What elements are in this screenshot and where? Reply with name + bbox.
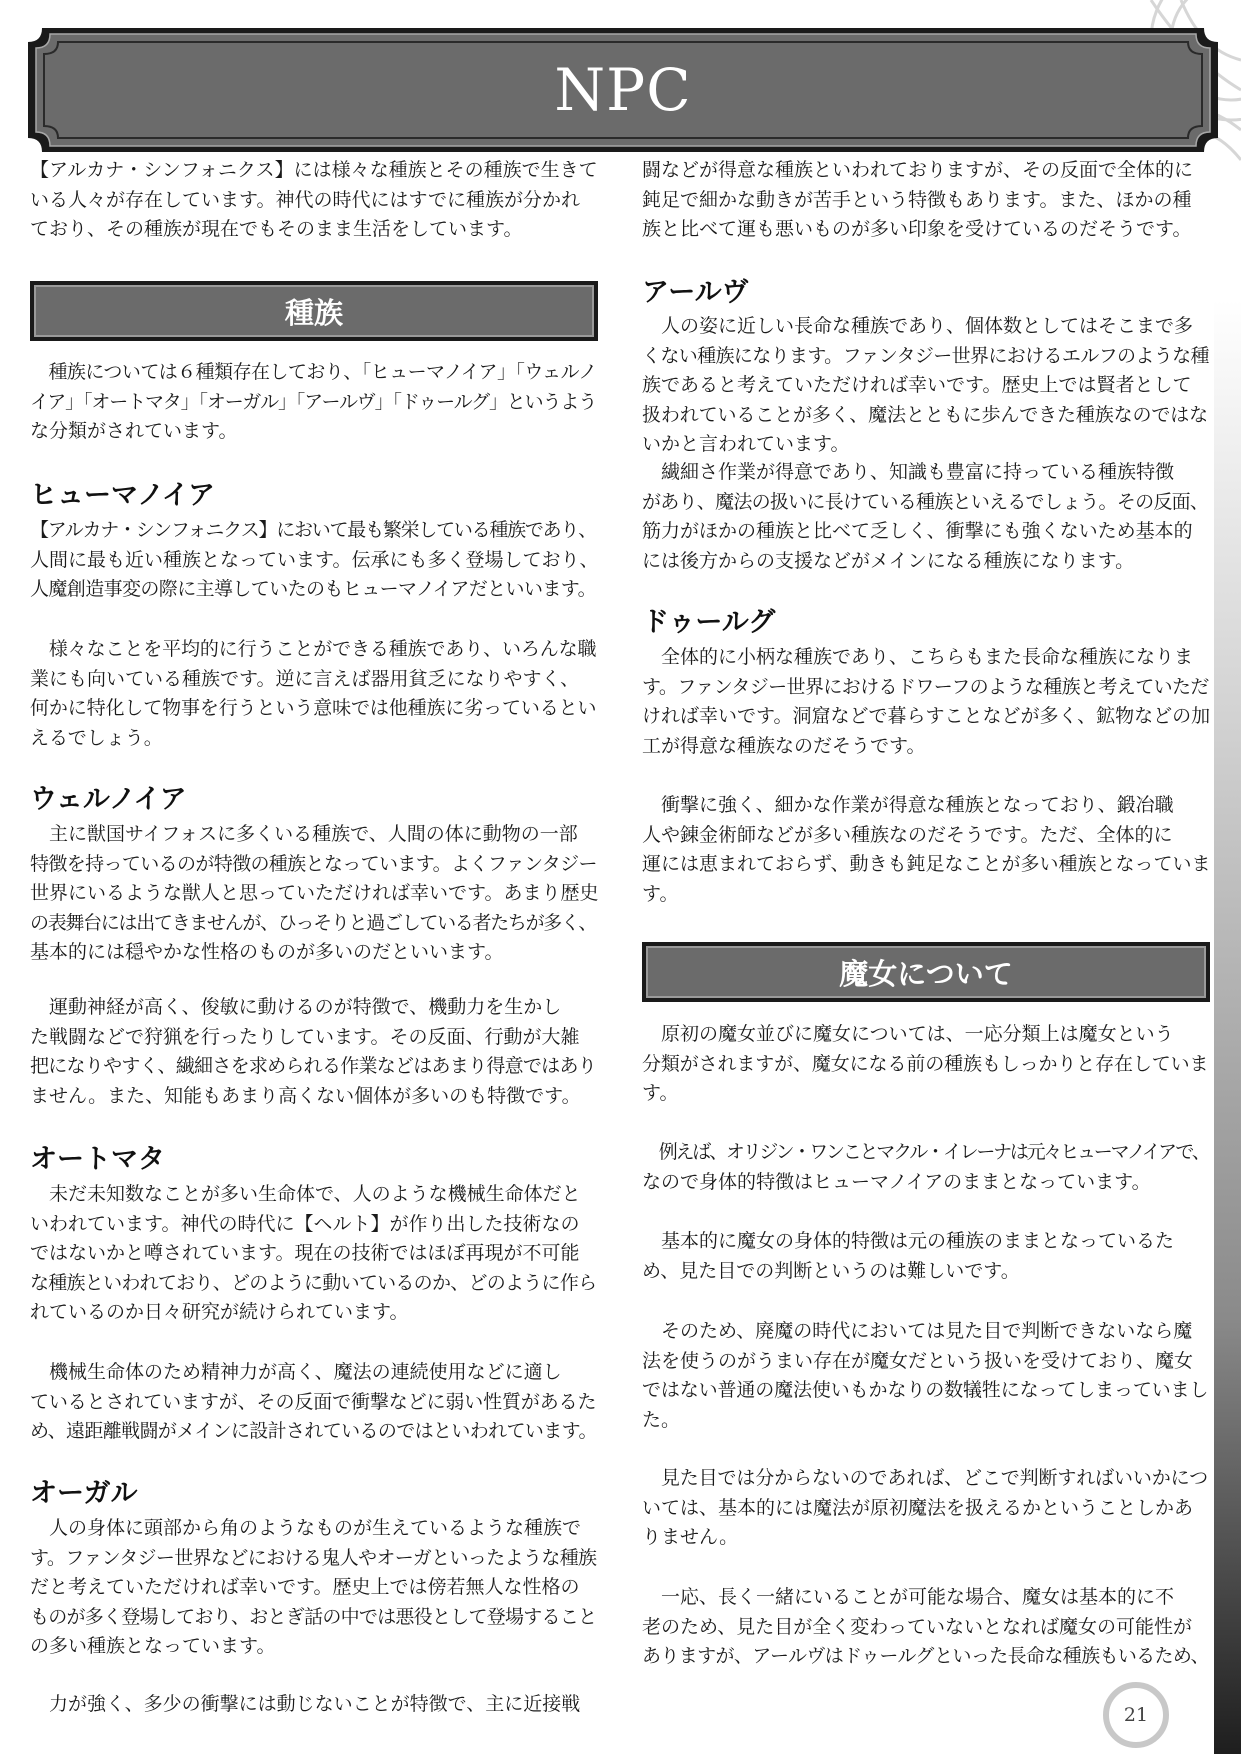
paragraph-line: 人の姿に近しい長命な種族であり、個体数としてはそこまで多 (642, 315, 1194, 337)
paragraph-line: 主に獣国サイフォスに多くいる種族で、人間の体に動物の一部 (30, 823, 578, 845)
paragraph-line: 特徴を持っているのが特徴の種族となっています。よくファンタジー (30, 852, 597, 875)
paragraph-line: の多い種族となっています。 (30, 1635, 276, 1658)
paragraph-line: えるでしょう。 (30, 726, 163, 749)
paragraph-line: 【アルカナ・シンフォニクス】において最も繁栄している種族であり、 (30, 519, 596, 541)
paragraph-line: 基本的に魔女の身体的特徴は元の種族のままとなっているた (642, 1230, 1175, 1252)
paragraph-line: 見た目では分からないのであれば、どこで判断すればいいかにつ (642, 1467, 1209, 1489)
paragraph-line: す。 (642, 882, 679, 905)
paragraph-line: 老のため、見た目が全く変わっていないとなれば魔女の可能性が (642, 1615, 1193, 1638)
race-heading: ドゥールグ (642, 607, 776, 638)
paragraph-line: す。 (642, 1082, 679, 1105)
paragraph-line: 原初の魔女並びに魔女については、一応分類上は魔女という (642, 1023, 1174, 1045)
paragraph-line: いる人々が存在しています。神代の時代にはすでに種族が分かれ (30, 188, 581, 211)
paragraph-line: 人間に最も近い種族となっています。伝承にも多く登場しており、 (30, 548, 599, 571)
paragraph-line: 機械生命体のため精神力が高く、魔法の連続使用などに適し (30, 1361, 562, 1383)
paragraph-line: があり、魔法の扱いに長けている種族といえるでしょう。その反面、 (642, 490, 1209, 513)
paragraph-line: 扱われていることが多く、魔法とともに歩んできた種族なのではな (642, 403, 1209, 426)
paragraph-line: ものが多く登場しており、おとぎ話の中では悪役として登場すること (30, 1605, 597, 1628)
paragraph-line: ありますが、アールヴはドゥールグといった長命な種族もいるため、 (642, 1645, 1209, 1668)
race-heading: アールヴ (642, 277, 749, 308)
paragraph-line: 【アルカナ・シンフォニクス】には様々な種族とその種族で生きて (30, 159, 598, 181)
paragraph-line: ているとされていますが、その反面で衝撃などに弱い性質があるた (30, 1390, 597, 1413)
paragraph-line: 工が得意な種族なのだそうです。 (642, 734, 926, 757)
paragraph-line: 未だ未知数なことが多い生命体で、人のような機械生命体だと (30, 1183, 581, 1205)
race-heading: ヒューマノイア (30, 480, 215, 511)
section-banner (642, 942, 1210, 1002)
paragraph-line: くない種族になります。ファンタジー世界におけるエルフのような種 (642, 344, 1209, 367)
paragraph-line: 様々なことを平均的に行うことができる種族であり、いろんな職 (30, 638, 597, 660)
paragraph-line: め、遠距離戦闘がメインに設計されているのではといわれています。 (30, 1420, 597, 1443)
section-title: 魔女について (839, 956, 1013, 991)
paragraph-line: な分類がされています。 (30, 420, 238, 443)
paragraph-line: 力が強く、多少の衝撃には動じないことが特徴で、主に近接戦 (30, 1693, 581, 1715)
paragraph-line: 例えば、オリジン・ワンことマクル・イレーナは元々ヒューマノイアで、 (642, 1141, 1209, 1163)
paragraph-line: れているのか日々研究が続けられています。 (30, 1301, 409, 1324)
paragraph-line: 運には恵まれておらず、動きも鈍足なことが多い種族となっていま (642, 853, 1211, 876)
paragraph-line: いかと言われています。 (642, 433, 850, 456)
paragraph-line: 人魔創造事変の際に主導していたのもヒューマノイアだといいます。 (30, 578, 597, 601)
paragraph-line: の表舞台には出てきませんが、ひっそりと過ごしている者たちが多く、 (30, 911, 597, 934)
paragraph-line: す。ファンタジー世界におけるドワーフのような種族と考えていただ (642, 675, 1209, 698)
page-title: NPC (554, 56, 692, 124)
paragraph-line: だと考えていただければ幸いです。歴史上では傍若無人な性格の (30, 1576, 580, 1599)
paragraph-line: 運動神経が高く、俊敏に動けるのが特徴で、機動力を生かし (30, 996, 562, 1018)
paragraph-line: 衝撃に強く、細かな作業が得意な種族となっており、鍛冶職 (642, 794, 1174, 816)
page-number: 21 (1103, 1682, 1169, 1748)
paragraph-line: 世界にいるような獣人と思っていただければ幸いです。あまり歴史 (30, 882, 599, 905)
paragraph-line: そのため、廃魔の時代においては見た目で判断できないなら魔 (642, 1320, 1193, 1342)
paragraph-line: た。 (642, 1408, 681, 1431)
section-banner (30, 281, 598, 341)
paragraph-line: ており、その種族が現在でもそのまま生活をしています。 (30, 218, 523, 241)
paragraph-line: 筋力がほかの種族と比べて乏しく、衝撃にも強くないため基本的 (642, 520, 1193, 543)
paragraph-line: 族であると考えていただければ幸いです。歴史上では賢者として (642, 374, 1192, 397)
paragraph-line: ければ幸いです。洞窟などで暮らすことなどが多く、鉱物などの加 (642, 705, 1211, 728)
paragraph-line: 鈍足で細かな動きが苦手という特徴もあります。また、ほかの種 (642, 188, 1192, 211)
paragraph-line: 闘などが得意な種族といわれておりますが、その反面で全体的に (642, 159, 1194, 181)
paragraph-line: いわれています。神代の時代に【ヘルト】が作り出した技術なの (30, 1212, 580, 1235)
paragraph-line: 人や錬金術師などが多い種族なのだそうです。ただ、全体的に (642, 823, 1173, 846)
paragraph-line: 法を使うのがうまい存在が魔女だという扱いを受けており、魔女 (642, 1349, 1194, 1372)
race-heading: オートマタ (30, 1144, 165, 1175)
paragraph-line: め、見た目での判断というのは難しいです。 (642, 1259, 1020, 1282)
paragraph-line: ではない普通の魔法使いもかなりの数犠牲になってしまっていまし (642, 1379, 1209, 1402)
paragraph-line: 人の身体に頭部から角のようなものが生えているような種族で (30, 1517, 582, 1539)
paragraph-line: 種族については６種類存在しており、「ヒューマノイア」「ウェルノ (30, 361, 597, 383)
paragraph-line: ません。また、知能もあまり高くない個体が多いのも特徴です。 (30, 1084, 581, 1107)
section-title: 種族 (284, 295, 343, 330)
paragraph-line: いては、基本的には魔法が原初魔法を扱えるかということしかあ (642, 1496, 1194, 1519)
paragraph-line: 把になりやすく、繊細さを求められる作業などはあまり得意ではあり (30, 1055, 596, 1078)
paragraph-line: 繊細さ作業が得意であり、知識も豊富に持っている種族特徴 (642, 461, 1175, 483)
paragraph-line: イア」「オートマタ」「オーガル」「アールヴ」「ドゥールグ」というよう (30, 390, 597, 413)
paragraph-line: 業にも向いている種族です。逆に言えば器用貧乏になりやすく、 (30, 667, 580, 690)
paragraph-line: な種族といわれており、どのように動いているのか、どのように作ら (30, 1271, 597, 1294)
paragraph-line: 全体的に小柄な種族であり、こちらもまた長命な種族になりま (642, 646, 1194, 668)
paragraph-line: 分類がされますが、魔女になる前の種族もしっかりと存在していま (642, 1052, 1209, 1075)
page-title-banner (28, 28, 1218, 152)
race-heading: オーガル (30, 1478, 138, 1509)
paragraph-line: す。ファンタジー世界などにおける鬼人やオーガといったような種族 (30, 1546, 597, 1569)
paragraph-line: りません。 (642, 1526, 739, 1549)
paragraph-line: なので身体的特徴はヒューマノイアのままとなっています。 (642, 1170, 1151, 1193)
paragraph-line: 何かに特化して物事を行うという意味では他種族に劣っているとい (30, 697, 597, 720)
paragraph-line: 族と比べて運も悪いものが多い印象を受けているのだそうです。 (642, 218, 1192, 241)
race-heading: ウェルノイア (30, 784, 187, 815)
page-edge-gradient-bar (1214, 300, 1241, 1754)
paragraph-line: には後方からの支援などがメインになる種族になります。 (642, 549, 1135, 572)
paragraph-line: ではないかと噂されています。現在の技術ではほぼ再現が不可能 (30, 1242, 580, 1265)
paragraph-line: た戦闘などで狩猟を行ったりしています。その反面、行動が大雑 (30, 1025, 580, 1048)
paragraph-line: 一応、長く一緒にいることが可能な場合、魔女は基本的に不 (642, 1586, 1175, 1608)
paragraph-line: 基本的には穏やかな性格のものが多いのだといいます。 (30, 941, 504, 964)
